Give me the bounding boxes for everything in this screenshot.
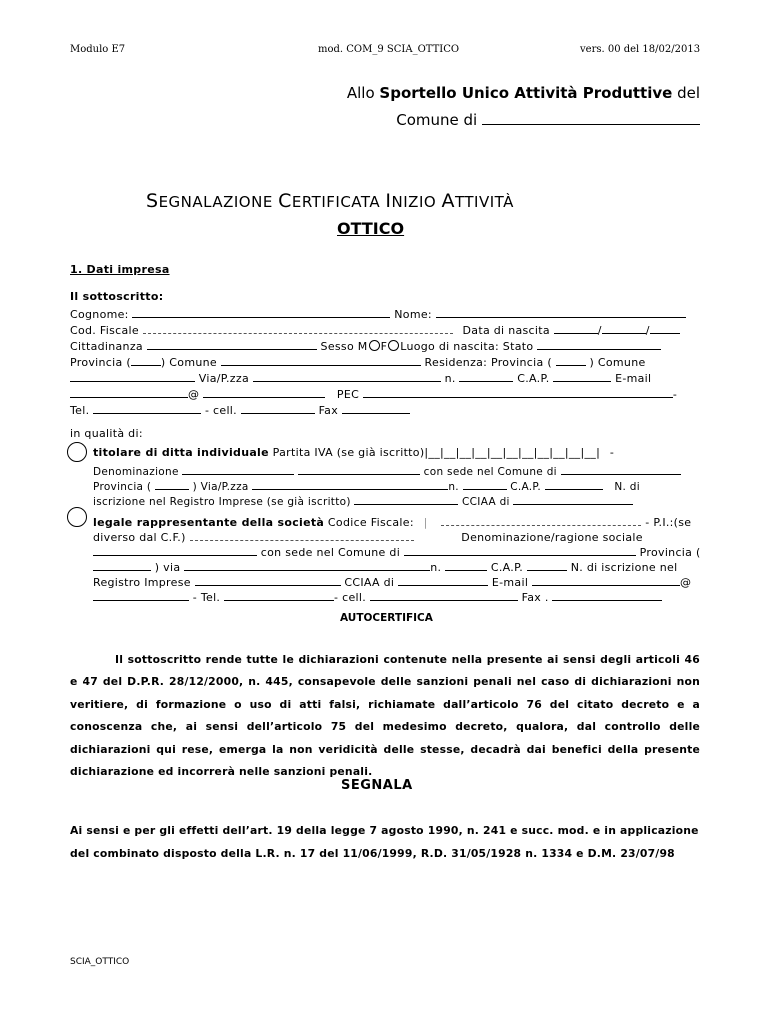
cognome-label: Cognome: bbox=[70, 308, 129, 321]
cciaa-field[interactable] bbox=[513, 492, 633, 505]
cell-societa-label: - cell. bbox=[334, 591, 367, 604]
email-user-field[interactable] bbox=[70, 385, 188, 398]
email-at: @ bbox=[188, 388, 200, 401]
tel-field[interactable] bbox=[93, 401, 201, 414]
header-module: Modulo E7 bbox=[70, 44, 126, 55]
civico-ditta-label: n. bbox=[448, 481, 459, 493]
title-word: NIZIO bbox=[391, 193, 442, 211]
via-label: Via/P.zza bbox=[198, 372, 249, 385]
row-tel bbox=[70, 401, 410, 417]
titolare-label: titolare di ditta individuale bbox=[93, 446, 269, 459]
sex-f-label: F bbox=[380, 340, 388, 353]
legale-label: legale rappresentante della società bbox=[93, 516, 325, 529]
email-societa-field[interactable] bbox=[532, 573, 680, 586]
cell-label: - cell. bbox=[204, 404, 237, 417]
cittadinanza-field[interactable] bbox=[147, 337, 317, 350]
provincia-ditta-label: Provincia ( bbox=[93, 481, 152, 493]
row-email bbox=[70, 385, 677, 401]
undersigned-label: Il sottoscritto: bbox=[70, 290, 164, 303]
nome-field[interactable] bbox=[436, 305, 686, 318]
title-word: EGNALAZIONE bbox=[158, 193, 279, 211]
address-comune-label: Comune di bbox=[396, 111, 478, 129]
fax-field[interactable] bbox=[342, 401, 410, 414]
title-letter: C bbox=[278, 190, 292, 212]
birth-day-field[interactable] bbox=[554, 321, 598, 334]
pec-dash: - bbox=[672, 388, 678, 401]
declaration-paragraph: Il sottoscritto rende tutte le dichiarazioni contenute nella presente ai sensi degli articoli 46 e 47 del D.P.R. 28/12/2000, n. 445, consapevole delle sanzioni penali nel caso di dichiarazioni non veritiere, di formazione o uso di atti falsi, richiamate dall’articolo 76 del citato decreto e a conoscenza che, ai sensi dell’articolo 75 del medesimo decreto, qualora, dal controllo delle dichiarazioni qui rese, emerga la non veridicità delle stesse, decadrà dai benefici della presente dichiarazione ed incorrerà nelle sanzioni penali. bbox=[70, 653, 700, 779]
civico-label: n. bbox=[444, 372, 456, 385]
row-registro bbox=[93, 573, 691, 589]
comune-field[interactable] bbox=[482, 112, 700, 125]
cf-label: Codice Fiscale: bbox=[324, 516, 414, 529]
via-societa-field[interactable] bbox=[184, 558, 430, 571]
cap-societa-field[interactable] bbox=[527, 558, 567, 571]
cf-legale-field[interactable] bbox=[441, 513, 641, 526]
via-ditta-field[interactable] bbox=[252, 477, 448, 490]
sex-f-radio[interactable] bbox=[388, 340, 399, 351]
legal-reference-paragraph: Ai sensi e per gli effetti dell’art. 19 della legge 7 agosto 1990, n. 241 e succ. mod. e in applicazione del combinato disposto della L.R. n. 17 del 11/06/1999, R.D. 31/05/1928 n. 1334 e D.M. 23/07/98 bbox=[70, 824, 699, 860]
piva-legale-field[interactable] bbox=[190, 528, 414, 541]
tel-label: Tel. bbox=[70, 404, 90, 417]
row-via-societa bbox=[93, 558, 677, 574]
birth-year-field[interactable] bbox=[650, 321, 680, 334]
row-legale bbox=[93, 513, 691, 529]
civico-societa-label: n. bbox=[430, 561, 442, 574]
fax-societa-field[interactable] bbox=[552, 588, 662, 601]
iscrizione-label: iscrizione nel Registro Imprese (se già iscritto) bbox=[93, 496, 351, 508]
piva-field[interactable]: |__|__|__|__|__|__|__|__|__|__|__| bbox=[424, 446, 601, 459]
provincia-label: Provincia ( bbox=[70, 356, 131, 369]
sede-label: con sede nel Comune di bbox=[423, 466, 557, 478]
sede-field[interactable] bbox=[561, 462, 681, 475]
email-societa-at: @ bbox=[679, 576, 692, 589]
email-domain-field[interactable] bbox=[203, 385, 325, 398]
address-line-2 bbox=[396, 111, 700, 129]
provincia-field[interactable] bbox=[131, 353, 161, 366]
row-cittadinanza bbox=[70, 337, 661, 353]
cittadinanza-label: Cittadinanza bbox=[70, 340, 143, 353]
provincia-societa-label: Provincia ( bbox=[639, 546, 701, 559]
sede-societa-field[interactable] bbox=[404, 543, 636, 556]
piva-label: Partita IVA (se già iscritto) bbox=[268, 446, 425, 459]
nome-label: Nome: bbox=[394, 308, 432, 321]
row-provincia bbox=[70, 353, 646, 369]
pec-field[interactable] bbox=[363, 385, 673, 398]
title-letter: S bbox=[146, 190, 159, 212]
luogo-label: Luogo di nascita: Stato bbox=[400, 340, 534, 353]
row-cognome bbox=[70, 305, 686, 321]
title-letter: I bbox=[385, 190, 392, 212]
cod-fiscale-field[interactable] bbox=[143, 321, 453, 334]
piva-legale-label: - P.I.:(se bbox=[645, 516, 692, 529]
sesso-label: Sesso M bbox=[320, 340, 368, 353]
row-diverso bbox=[93, 528, 643, 544]
ragione-sociale-label: Denominazione/ragione sociale bbox=[461, 531, 643, 544]
title-letter: A bbox=[441, 190, 455, 212]
cap-field[interactable] bbox=[553, 369, 611, 382]
cap-ditta-field[interactable] bbox=[545, 477, 603, 490]
fax-label: Fax bbox=[318, 404, 339, 417]
row-provincia-ditta bbox=[93, 477, 640, 493]
address-office: Sportello Unico Attività Produttive bbox=[379, 84, 673, 102]
registro-field[interactable] bbox=[195, 573, 341, 586]
email-societa-label: E-mail bbox=[491, 576, 529, 589]
row-iscrizione bbox=[93, 492, 633, 508]
email-label: E-mail bbox=[615, 372, 652, 385]
address-line-1 bbox=[347, 84, 700, 102]
autocertifica-heading: AUTOCERTIFICA bbox=[340, 612, 433, 624]
footer-code: SCIA_OTTICO bbox=[70, 957, 130, 967]
denominazione-field[interactable] bbox=[182, 462, 294, 475]
provincia-ditta-field[interactable] bbox=[155, 477, 189, 490]
civico-ditta-field[interactable] bbox=[463, 477, 507, 490]
residenza-comune-field[interactable] bbox=[70, 369, 195, 382]
address-prefix: Allo bbox=[346, 84, 380, 102]
section-heading: 1. Dati impresa bbox=[70, 263, 170, 276]
qualita-label: in qualità di: bbox=[70, 427, 143, 440]
row-via bbox=[70, 369, 651, 385]
sex-m-radio[interactable] bbox=[369, 340, 380, 351]
denominazione-field-2[interactable] bbox=[298, 462, 420, 475]
iscrizione-field[interactable] bbox=[354, 492, 458, 505]
provincia-societa-field[interactable] bbox=[93, 558, 151, 571]
tel-societa-field[interactable] bbox=[224, 588, 334, 601]
registro-label: Registro Imprese bbox=[93, 576, 191, 589]
segnala-heading: SEGNALA bbox=[341, 778, 413, 793]
data-nascita-label: Data di nascita bbox=[462, 324, 550, 337]
denominazione-label: Denominazione bbox=[93, 466, 179, 478]
cciaa-societa-field[interactable] bbox=[398, 573, 488, 586]
ragione-sociale-field[interactable] bbox=[93, 543, 257, 556]
row-titolare bbox=[93, 446, 614, 459]
fax-societa-label: Fax . bbox=[521, 591, 549, 604]
row-cod-fiscale: Cod. Fiscale Data di nascita / / bbox=[70, 321, 680, 337]
comune-nascita-field[interactable] bbox=[221, 353, 421, 366]
header-version: vers. 00 del 18/02/2013 bbox=[580, 44, 701, 55]
title-word: TTIVITÀ bbox=[454, 193, 514, 211]
residenza-label: Residenza: Provincia ( bbox=[424, 356, 552, 369]
cf-mark: | bbox=[423, 516, 428, 529]
pec-label: PEC bbox=[336, 388, 360, 401]
cognome-field[interactable] bbox=[132, 305, 390, 318]
title-word: ERTIFICATA bbox=[291, 193, 386, 211]
header-code: mod. COM_9 SCIA_OTTICO bbox=[318, 44, 460, 55]
address-suffix: del bbox=[672, 84, 700, 102]
cciaa-societa-label: CCIAA di bbox=[344, 576, 395, 589]
legale-radio[interactable] bbox=[67, 507, 87, 527]
sede-societa-label: con sede nel Comune di bbox=[260, 546, 401, 559]
residenza-provincia-field[interactable] bbox=[556, 353, 586, 366]
via-ditta-label: ) Via/P.zza bbox=[192, 481, 249, 493]
diverso-label: diverso dal C.F.) bbox=[93, 531, 186, 544]
via-societa-label: ) via bbox=[154, 561, 181, 574]
n-iscrizione-label: N. di bbox=[614, 481, 640, 493]
cap-societa-label: C.A.P. bbox=[490, 561, 524, 574]
comune-label: ) Comune bbox=[160, 356, 217, 369]
civico-societa-field[interactable] bbox=[445, 558, 487, 571]
via-field[interactable] bbox=[253, 369, 441, 382]
n-iscrizione-societa-label: N. di iscrizione nel bbox=[570, 561, 678, 574]
residenza-comune-label: ) Comune bbox=[589, 356, 646, 369]
form-subtitle: OTTICO bbox=[337, 219, 405, 238]
cap-label: C.A.P. bbox=[517, 372, 550, 385]
birth-month-field[interactable] bbox=[602, 321, 646, 334]
email-societa-domain-field[interactable] bbox=[93, 588, 189, 601]
cell-field[interactable] bbox=[241, 401, 315, 414]
row-tel-societa bbox=[93, 588, 662, 604]
titolare-radio[interactable] bbox=[67, 442, 87, 462]
stato-field[interactable] bbox=[537, 337, 661, 350]
tel-societa-label: - Tel. bbox=[192, 591, 221, 604]
row-denominazione bbox=[93, 462, 681, 478]
cciaa-label: CCIAA di bbox=[462, 496, 510, 508]
cap-ditta-label: C.A.P. bbox=[510, 481, 542, 493]
cod-fiscale-label: Cod. Fiscale bbox=[70, 324, 139, 337]
civico-field[interactable] bbox=[459, 369, 513, 382]
form-title bbox=[146, 190, 514, 212]
piva-dash: - bbox=[609, 446, 615, 459]
row-sede-societa bbox=[93, 543, 701, 559]
cell-societa-field[interactable] bbox=[370, 588, 518, 601]
